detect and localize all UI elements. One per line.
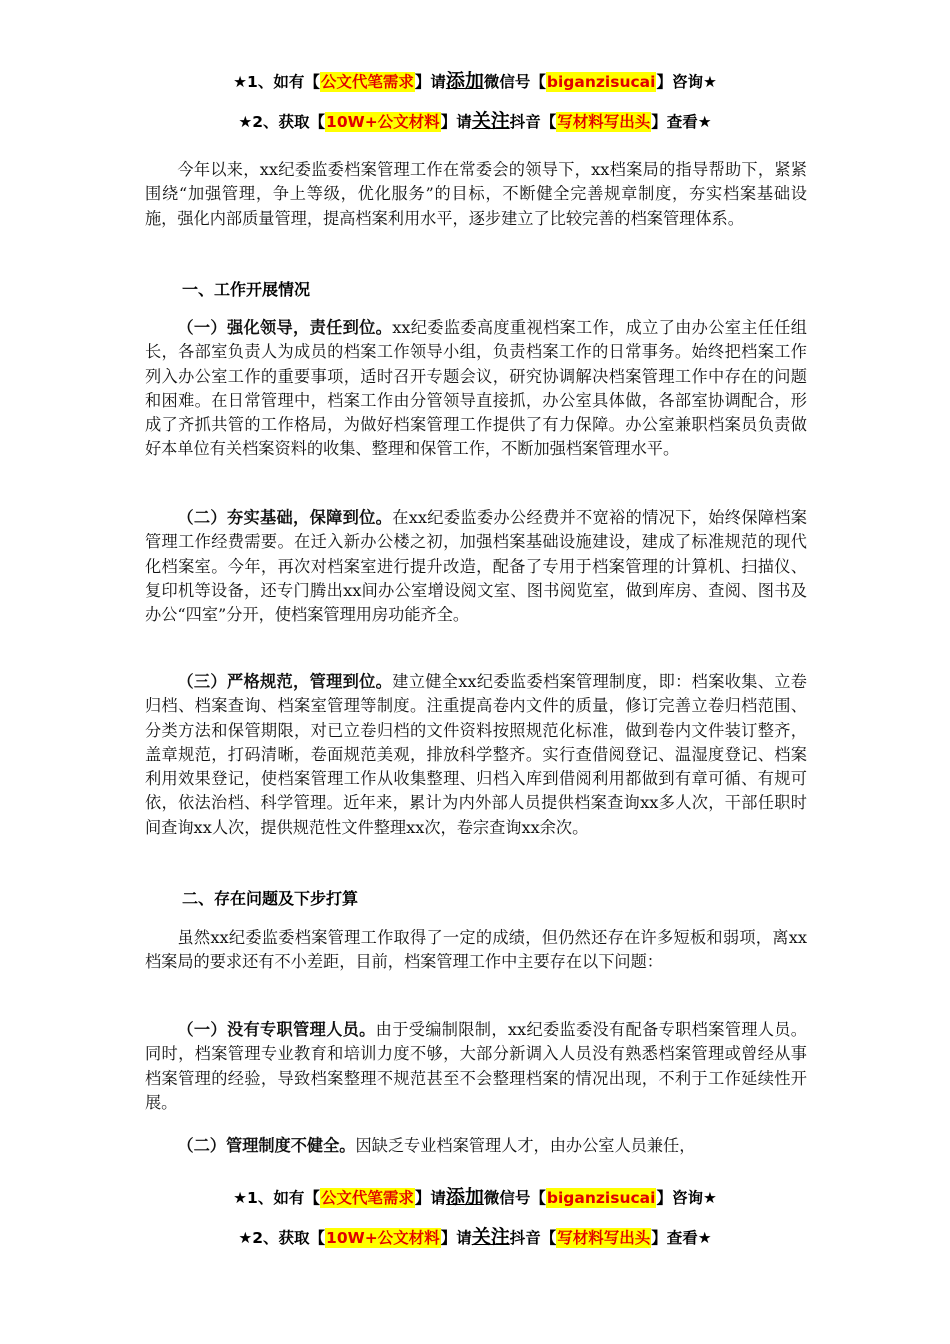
intro-paragraph: 今年以来，xx纪委监委档案管理工作在常委会的领导下，xx档案局的指导帮助下，紧紧围绕“加强管理，争上等级，优化服务”的目标，不断健全完善规章制度，夯实档案基础设施，强化内部质量管理，提高档案利用水平，逐步建立了比较完善的档案管理体系。 [145,160,807,228]
banner-emphasis: 关注 [471,1226,510,1248]
paragraph-body: 建立健全xx纪委监委档案管理制度，即：档案收集、立卷归档、档案查询、档案室管理等制度。注重提高卷内文件的质量，修订完善立卷归档范围、分类方法和保管期限，对已立卷归档的文件资料按照规范化标准，做到卷内文件装订整齐，盖章规范，打码清晰，卷面规范美观，排放科学整齐。实行查借阅登记、温湿度登记、档案利用效果登记，使档案管理工作从收集整理、归档入库到借阅利用都做到有章可循、有规可依，依法治档、科学管理。近年来，累计为内外部人员提供档案查询xx多人次，干部任职时间查询xx人次，提供规范性文件整理xx次，卷宗查询xx余次。 [145,672,807,837]
banner-highlight: 公文代笔需求 [320,73,414,91]
banner-text: 】请 [440,113,472,131]
banner-text: 抖音【 [509,1229,557,1247]
banner-emphasis: 添加 [445,1186,484,1208]
paragraph-lead: （一）强化领导，责任到位。 [177,318,393,337]
banner-highlight: 公文代笔需求 [320,1189,414,1207]
banner-highlight-douyin: 写材料写出头 [557,1229,651,1247]
paragraph-system-incomplete [145,1134,807,1158]
section-heading-1: 一、工作开展情况 [182,280,311,299]
banner-emphasis: 关注 [471,110,510,132]
paragraph-lead: （二）管理制度不健全。 [177,1136,356,1155]
paragraph-lead: （二）夯实基础，保障到位。 [177,508,393,527]
banner-text: 微信号【 [483,73,546,91]
banner-text: ★2、获取【 [238,113,326,131]
bottom-banner-line-2 [0,1226,950,1249]
banner-text: 】请 [414,1189,446,1207]
banner-highlight-wechat-id: biganzisucai [546,73,656,91]
top-banner-line-2 [0,110,950,133]
paragraph-body: 在xx纪委监委办公经费并不宽裕的情况下，始终保障档案管理工作经费需要。在迁入新办公楼之初，加强档案基础设施建设，建成了标准规范的现代化档案室。今年，再次对档案室进行提升改造，配备了专用于档案管理的计算机、扫描仪、复印机等设备，还专门腾出xx间办公室增设阅文室、图书阅览室，做到库房、查阅、图书及办公“四室”分开，使档案管理用房功能齐全。 [145,508,807,625]
paragraph-foundation [145,506,807,627]
paragraph-leadership [145,316,807,462]
banner-text: 】请 [440,1229,472,1247]
paragraph-problems-intro: 虽然xx纪委监委档案管理工作取得了一定的成绩，但仍然还存在许多短板和弱项，离xx档案局的要求还有不小差距，目前，档案管理工作中主要存在以下问题： [145,928,807,972]
banner-highlight-douyin: 写材料写出头 [557,113,651,131]
paragraph-body: 由于受编制限制，xx纪委监委没有配备专职档案管理人员。同时，档案管理专业教育和培训力度不够，大部分新调入人员没有熟悉档案管理或曾经从事档案管理的经验，导致档案整理不规范甚至不会整理档案的情况出现，不利于工作延续性开展。 [145,1020,807,1112]
banner-highlight-wechat-id: biganzisucai [546,1189,656,1207]
banner-text: ★1、如有【 [233,73,320,91]
banner-text: ★1、如有【 [233,1189,320,1207]
banner-text: ★2、获取【 [238,1229,326,1247]
paragraph-no-staff [145,1018,807,1115]
banner-text: 】请 [414,73,446,91]
paragraph-lead: （三）严格规范，管理到位。 [177,672,393,691]
banner-text: 】查看★ [651,1229,712,1247]
paragraph-lead: （一）没有专职管理人员。 [177,1020,376,1039]
bottom-banner-line-1 [0,1186,950,1209]
banner-text: 】咨询★ [656,1189,717,1207]
banner-text: 】咨询★ [656,73,717,91]
banner-emphasis: 添加 [445,70,484,92]
paragraph-standards [145,670,807,840]
section-heading-2: 二、存在问题及下步打算 [182,889,359,908]
banner-text: 】查看★ [651,113,712,131]
banner-highlight: 10W+公文材料 [326,1229,440,1247]
banner-highlight: 10W+公文材料 [326,113,440,131]
banner-text: 微信号【 [483,1189,546,1207]
banner-text: 抖音【 [509,113,557,131]
top-banner-line-1 [0,70,950,93]
paragraph-body: 因缺乏专业档案管理人才，由办公室人员兼任， [355,1136,696,1155]
paragraph-body: xx纪委监委高度重视档案工作，成立了由办公室主任任组长，各部室负责人为成员的档案工作领导小组，负责档案工作的日常事务。始终把档案工作列入办公室工作的重要事项，适时召开专题会议，研究协调解决档案管理工作中存在的问题和困难。在日常管理中，档案工作由分管领导直接抓，办公室具体做，各部室协调配合，形成了齐抓共管的工作格局，为做好档案管理工作提供了有力保障。办公室兼职档案员负责做好本单位有关档案资料的收集、整理和保管工作，不断加强档案管理水平。 [145,318,807,459]
